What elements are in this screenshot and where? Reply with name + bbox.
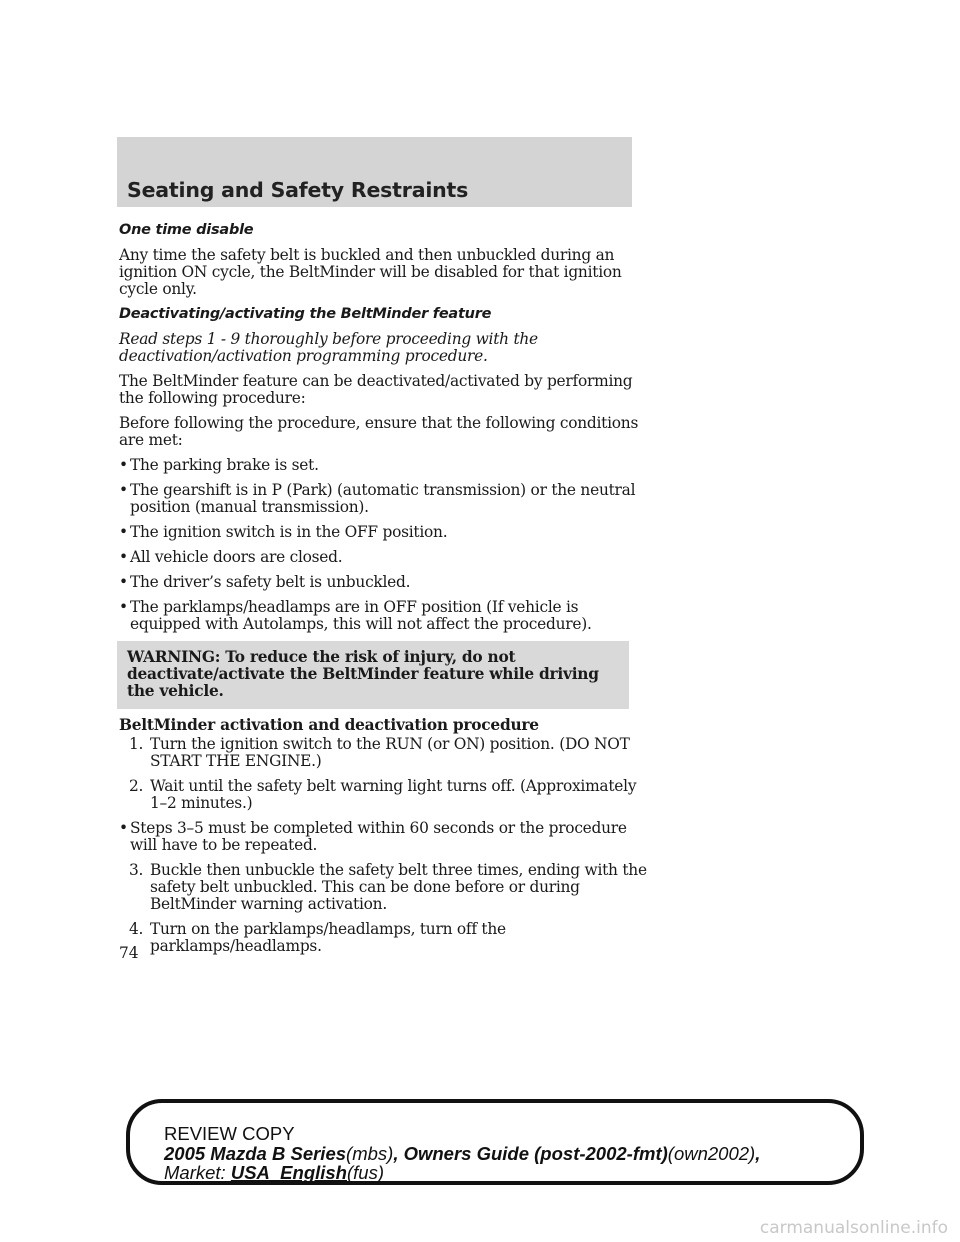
bullet-icon: • bbox=[119, 819, 128, 837]
deactivating-heading: Deactivating/activating the BeltMinder feature bbox=[119, 306, 492, 322]
bullet-icon: • bbox=[119, 481, 128, 499]
step-note: • Steps 3–5 must be completed within 60 seconds or the procedure will have to be repeated. bbox=[119, 819, 627, 854]
step-item: 3. Buckle then unbuckle the safety belt three times, ending with the safety belt unbuckled. This can be done before or during BeltMinder warning activation. bbox=[129, 861, 647, 913]
watermark: carmanualsonline.info bbox=[759, 1218, 948, 1238]
bullet-icon: • bbox=[119, 548, 128, 566]
step-item: 2. Wait until the safety belt warning light turns off. (Approximately 1–2 minutes.) bbox=[129, 777, 637, 812]
document-body bbox=[119, 222, 649, 955]
review-copy-market-line: Market: USA_English(fus) bbox=[164, 1162, 384, 1183]
bullet-icon: • bbox=[119, 573, 128, 591]
read-steps-note: Read steps 1 - 9 thoroughly before proceeding with the deactivation/activation programming procedure. bbox=[119, 330, 538, 365]
list-item: • All vehicle doors are closed. bbox=[119, 548, 343, 566]
conditions-list bbox=[119, 457, 649, 633]
list-item: • The driver’s safety belt is unbuckled. bbox=[119, 573, 411, 591]
procedure-heading: BeltMinder activation and deactivation procedure bbox=[119, 716, 539, 734]
warning-box: WARNING: To reduce the risk of injury, do not deactivate/activate the BeltMinder feature while driving the vehicle. bbox=[117, 641, 629, 709]
page-number: 74 bbox=[119, 944, 139, 962]
page-title: Seating and Safety Restraints bbox=[127, 178, 469, 202]
review-copy-label: REVIEW COPY bbox=[164, 1123, 295, 1144]
conditions-intro: Before following the procedure, ensure that the following conditions are met: bbox=[119, 414, 639, 449]
list-item: • The parking brake is set. bbox=[119, 456, 319, 474]
bullet-icon: • bbox=[119, 523, 128, 541]
list-item: • The parklamps/headlamps are in OFF position (If vehicle is equipped with Autolamps, this will not affect the procedure). bbox=[119, 598, 592, 633]
bullet-icon: • bbox=[119, 598, 128, 616]
list-item: • The gearshift is in P (Park) (automatic transmission) or the neutral position (manual transmission). bbox=[119, 481, 636, 516]
review-copy-text bbox=[164, 1124, 760, 1183]
list-item: • The ignition switch is in the OFF position. bbox=[119, 523, 448, 541]
deactivate-paragraph: The BeltMinder feature can be deactivated/activated by performing the following procedure: bbox=[119, 372, 633, 407]
step-item: 1. Turn the ignition switch to the RUN (or ON) position. (DO NOT START THE ENGINE.) bbox=[129, 735, 630, 770]
step-item: 4. Turn on the parklamps/headlamps, turn off the parklamps/headlamps. bbox=[129, 920, 506, 955]
one-time-heading: One time disable bbox=[119, 222, 254, 238]
one-time-paragraph: Any time the safety belt is buckled and then unbuckled during an ignition ON cycle, the BeltMinder will be disabled for that ignition cycle only. bbox=[119, 246, 622, 298]
bullet-icon: • bbox=[119, 456, 128, 474]
review-copy-model-line: 2005 Mazda B Series(mbs), Owners Guide (post-2002-fmt)(own2002), bbox=[164, 1142, 761, 1164]
